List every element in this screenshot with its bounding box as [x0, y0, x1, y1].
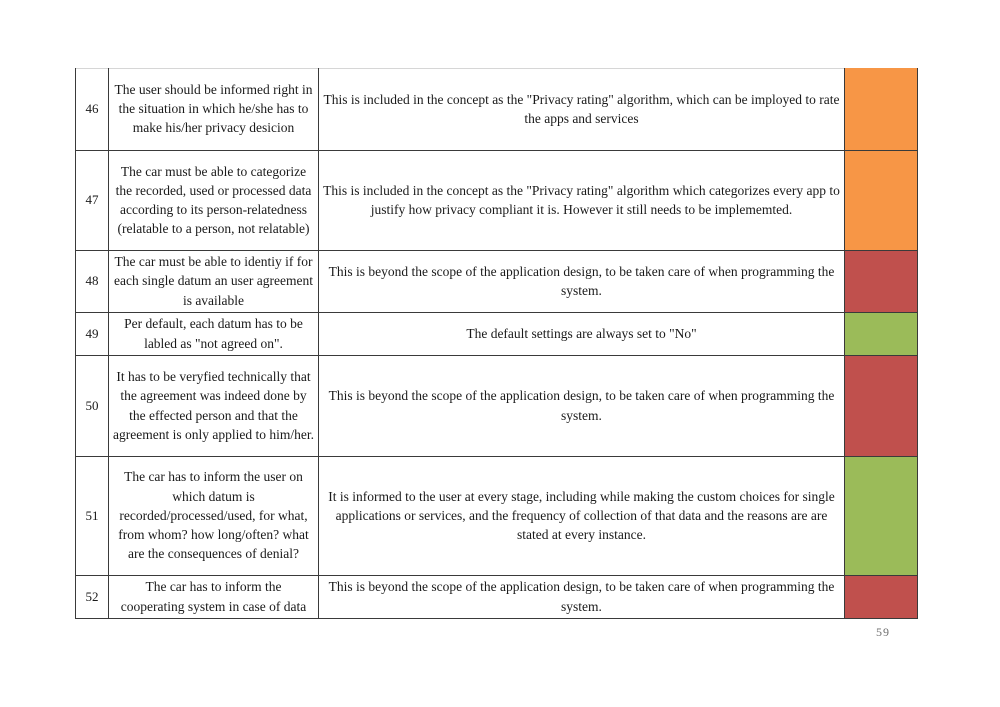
status-cell: [845, 575, 918, 618]
requirement-cell: The car has to inform the user on which datum is recorded/processed/used, for what, from whom? how long/often? what are the consequences of denial?: [109, 456, 319, 575]
row-number: 46: [76, 68, 109, 150]
row-number: 48: [76, 250, 109, 312]
table-row: [76, 312, 918, 355]
comment-cell: This is beyond the scope of the application design, to be taken care of when programming the system.: [319, 355, 845, 456]
status-cell: [845, 150, 918, 250]
comment-cell: This is beyond the scope of the application design, to be taken care of when programming the system.: [319, 575, 845, 618]
table-row: [76, 250, 918, 312]
status-cell: [845, 68, 918, 150]
requirement-cell: The car has to inform the cooperating system in case of data: [109, 575, 319, 618]
requirement-cell: The car must be able to identiy if for each single datum an user agreement is available: [109, 250, 319, 312]
requirements-table: [75, 68, 918, 619]
row-number: 47: [76, 150, 109, 250]
row-number: 49: [76, 312, 109, 355]
table-row: [76, 355, 918, 456]
requirement-cell: The car must be able to categorize the recorded, used or processed data according to its person-relatedness (relatable to a person, not relatable): [109, 150, 319, 250]
status-cell: [845, 355, 918, 456]
comment-cell: This is included in the concept as the "Privacy rating" algorithm which categorizes every app to justify how privacy compliant it is. However it still needs to be implememted.: [319, 150, 845, 250]
status-cell: [845, 250, 918, 312]
row-number: 52: [76, 575, 109, 618]
table-row: [76, 575, 918, 618]
status-cell: [845, 312, 918, 355]
comment-cell: The default settings are always set to "No": [319, 312, 845, 355]
row-number: 51: [76, 456, 109, 575]
table-row: [76, 150, 918, 250]
comment-cell: It is informed to the user at every stage, including while making the custom choices for single applications or services, and the frequency of collection of that data and the reasons are are stated at every instance.: [319, 456, 845, 575]
requirement-cell: It has to be veryfied technically that the agreement was indeed done by the effected person and that the agreement is only applied to him/her.: [109, 355, 319, 456]
table-row: [76, 68, 918, 150]
comment-cell: This is included in the concept as the "Privacy rating" algorithm, which can be imployed to rate the apps and services: [319, 68, 845, 150]
requirement-cell: The user should be informed right in the situation in which he/she has to make his/her privacy desicion: [109, 68, 319, 150]
row-number: 50: [76, 355, 109, 456]
page-number: 59: [876, 625, 890, 639]
comment-cell: This is beyond the scope of the application design, to be taken care of when programming the system.: [319, 250, 845, 312]
requirement-cell: Per default, each datum has to be labled as "not agreed on".: [109, 312, 319, 355]
status-cell: [845, 456, 918, 575]
table-row: [76, 456, 918, 575]
